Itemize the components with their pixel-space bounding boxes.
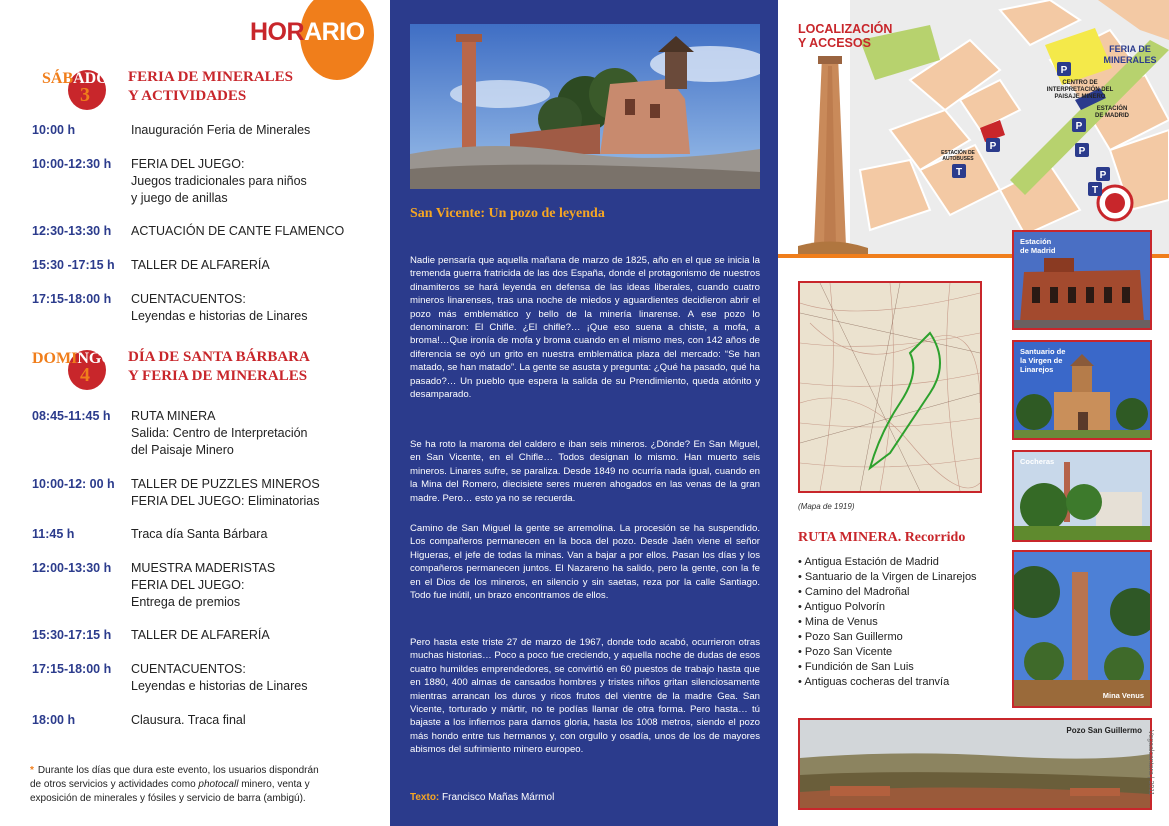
desc-line: ACTUACIÓN DE CANTE FLAMENCO (131, 224, 345, 238)
thumb-caption: de Madrid (1020, 246, 1056, 255)
thumb-caption: Linarejos (1020, 365, 1054, 374)
footnote-emphasis: photocall (198, 779, 239, 790)
day-name-b: NGO (77, 350, 114, 367)
parking-icon: P (1099, 170, 1107, 181)
thumb-caption: Mina Venus (1102, 691, 1144, 700)
desc-line: Leyendas e historias de Linares (131, 679, 308, 693)
photo-santuario (1012, 340, 1152, 440)
desc-line: Traca día Santa Bárbara (131, 527, 268, 541)
title-part-b: ARIO (304, 18, 365, 46)
mine-ruins-illustration (410, 24, 760, 189)
day-title (128, 348, 310, 386)
desc-line: TALLER DE ALFARERÍA (131, 258, 270, 272)
thumb-caption: Cocheras (1020, 457, 1055, 466)
list-item: • Mina de Venus (798, 615, 977, 630)
day-title-line: FERIA DE MINERALES (128, 69, 294, 85)
credit-name: Francisco Mañas Mármol (439, 792, 555, 803)
ruta-title: RUTA MINERA. Recorrido (798, 530, 966, 545)
parking-icon: P (1078, 146, 1086, 157)
footnote-line: exposición de minerales y fósiles y servicio de barra (ambigú). (30, 793, 306, 804)
ruta-list (798, 555, 977, 690)
schedule-time: 17:15-18:00 h (32, 292, 112, 306)
story-paragraph: Camino de San Miguel la gente se arremolina. La procesión se ha suspendido. Los compañeros permanecen en la boca del pozo. Desde Jaén viene el señor Higueras, el jefe de todas la minas. Van a bajar a por ellos. Pasan los días y los compañeros permanecen juntos. El Nazareno ha salido, pero la gente, con la fe en el Dios de los mineros, en silencio y sin saetas, reza por la calle Santiago. Todo fue inútil, un brazo encontramos de ellos. (410, 523, 760, 602)
desc-line: FERIA DEL JUEGO: (131, 157, 245, 171)
taxi-icon: T (955, 167, 963, 178)
story-title: San Vicente: Un pozo de leyenda (410, 206, 605, 221)
day-title (128, 68, 293, 106)
map-label-centro: PAISAJE MINERO (1054, 94, 1106, 100)
thumb-caption: Estación (1020, 237, 1052, 246)
story-paragraph: Pero hasta este triste 27 de marzo de 1967, donde todo acabó, ocurrieron otras muchas historias… Poco a poco fue creciendo, y aquella noche de dudas de esos cuatro humildes emprendedores, se convirtió en 60 puestos de trabajo hasta que en 1880, 400 almas de cansados hombres y tristes niños gritan silenciosamente mientras arrancan los duros y ricos frutos del vientre de la madre Gea. San Vicente, torturado y mártir, no te podías llamar de otra forma. Pero hasta… tú bajaste a los infiernos para darnos gloria, hasta los 1008 metros, siendo el pozo más hondo entre tus hermanos y, con orgullo y osadía, unos de los de mayores abismos del sufrimiento minero europeo. (410, 637, 760, 756)
story-paragraph: Nadie pensaría que aquella mañana de marzo de 1825, año en el que se inicia la tremenda guerra fratricida de las dos España, donde el protagonismo de nuestros dinamiteros se hará leyenda en defensa de las ideas liberales, cuando cuatro mineros linarenses, tras una noche de miedos y aguardientes decidieron abrir el pozo más emblemático y bello de la minería linarense. A ese pozo lo denominaron: El Chifle. ¿El chifle?… ¡Que eso suena a chiste, a mofa, a broma!…Que ironía de mofa y broma cuando en el mismo mes, con 142 años de diferencia se oyó un grito en nuestra emblemática plaza del mercado: “Se han matado, se han matado”. La gente se asusta y pregunta: ¿Qué ha pasado, qué ha pasado?… Un pueblo que espera la salida de su Prendimiento, queda atónito y desamparado. (410, 255, 760, 401)
map-label-estacion: DE MADRID (1095, 113, 1129, 119)
desc-line: Salida: Centro de Interpretación (131, 426, 308, 440)
schedule-time: 15:30 -17:15 h (32, 258, 115, 272)
desc-line: Entrega de premios (131, 595, 241, 609)
photo-pozo-san-guillermo (798, 718, 1152, 810)
day-name-a: SÁB (42, 70, 74, 87)
historic-map-1919 (798, 281, 982, 493)
schedule-time: 12:30-13:30 h (32, 224, 112, 238)
day-name-a: DOMI (32, 350, 78, 367)
location-map (850, 0, 1169, 254)
day-title-line: Y ACTIVIDADES (128, 88, 247, 104)
desc-line: del Paisaje Minero (131, 443, 234, 457)
map-caption: (Mapa de 1919) (798, 502, 855, 511)
schedule-desc (131, 291, 371, 325)
schedule-desc (131, 156, 371, 207)
location-title-line: LOCALIZACIÓN (798, 22, 893, 36)
parking-icon: P (989, 141, 997, 152)
credit-label: Texto: (410, 792, 440, 803)
footnote (30, 764, 360, 806)
schedule-desc (131, 712, 371, 729)
footnote-line: minero, venta y (238, 779, 310, 790)
schedule-panel (0, 0, 390, 826)
schedule-time: 10:00-12:30 h (32, 157, 112, 171)
mine-ruins-photo (410, 24, 760, 189)
schedule-time: 17:15-18:00 h (32, 662, 112, 676)
thumb-caption: Pozo San Guillermo (1066, 726, 1142, 735)
mina-venus-illustration (1014, 552, 1150, 706)
desc-line: Juegos tradicionales para niños (131, 174, 307, 188)
schedule-time: 18:00 h (32, 713, 76, 727)
desc-line: TALLER DE ALFARERÍA (131, 628, 270, 642)
schedule-desc (131, 560, 371, 611)
desc-line: Inauguración Feria de Minerales (131, 123, 311, 137)
location-panel (778, 0, 1169, 826)
list-item: • Santuario de la Virgen de Linarejos (798, 570, 977, 585)
chimney-illustration (798, 56, 868, 256)
desc-line: TALLER DE PUZZLES MINEROS (131, 477, 320, 491)
schedule-time: 10:00-12: 00 h (32, 477, 115, 491)
list-item: • Antiguas cocheras del tranvía (798, 675, 977, 690)
day-number: 3 (80, 84, 90, 106)
map-label-centro: INTERPRETACIÓN DEL (1046, 87, 1114, 93)
title-part-a: HOR (250, 18, 305, 46)
map-label-autobuses: AUTOBUSES (942, 156, 974, 162)
day-header-sunday (30, 348, 380, 392)
photo-estacion-madrid (1012, 230, 1152, 330)
old-map-illustration (800, 283, 980, 491)
schedule-desc (131, 122, 371, 139)
desc-line: FERIA DEL JUEGO: Eliminatorias (131, 494, 320, 508)
story-paragraph: Se ha roto la maroma del caldero e iban seis mineros. ¿Dónde? En San Miguel, en San Vicente, en el Chifle… Todos designan lo mismo. Han muerto seis mineros. Linares sufre, se paraliza. Desde 1849 no ocurría nada igual, cuando en la Mina del Romero, diecisiete seres mueren ahogados en las venas de la gran madre. Pero… esto ya no se recuerda. (410, 439, 760, 504)
day-title-line: Y FERIA DE MINERALES (128, 368, 308, 384)
location-title-line: Y ACCESOS (798, 36, 871, 50)
day-name-b: ADO (73, 70, 109, 87)
schedule-desc (131, 223, 371, 240)
map-label-feria: FERIA DE (1109, 44, 1151, 54)
list-item: • Antiguo Polvorín (798, 600, 977, 615)
schedule-time: 10:00 h (32, 123, 76, 137)
taxi-icon: T (1091, 185, 1099, 196)
desc-line: RUTA MINERA (131, 409, 216, 423)
desc-line: FERIA DEL JUEGO: (131, 578, 245, 592)
list-item: • Fundición de San Luis (798, 660, 977, 675)
footnote-line: de otros servicios y actividades como (30, 779, 199, 790)
thumb-caption: la Virgen de (1020, 356, 1063, 365)
desc-line: CUENTACUENTOS: (131, 662, 246, 676)
desc-line: Leyendas e historias de Linares (131, 309, 308, 323)
location-title (798, 22, 892, 50)
schedule-time: 11:45 h (32, 527, 75, 541)
footnote-asterisk: * (30, 765, 34, 776)
parking-icon: P (1075, 121, 1083, 132)
schedule-desc (131, 627, 371, 644)
photo-cocheras (1012, 450, 1152, 542)
schedule-time: 15:30-17:15 h (32, 628, 112, 642)
parking-icon: P (1060, 65, 1068, 76)
street-map (850, 0, 1169, 254)
list-item: • Antigua Estación de Madrid (798, 555, 977, 570)
map-label-feria: MINERALES (1103, 55, 1157, 65)
schedule-desc (131, 408, 371, 459)
desc-line: Clausura. Traca final (131, 713, 246, 727)
thumb-caption: Santuario de (1020, 347, 1066, 356)
schedule-time: 08:45-11:45 h (32, 409, 111, 423)
chimney-photo (798, 56, 868, 256)
schedule-desc (131, 526, 371, 543)
day-header-saturday (30, 68, 380, 112)
schedule-time: 12:00-13:30 h (32, 561, 112, 575)
list-item: • Pozo San Guillermo (798, 630, 977, 645)
side-credit: Vegaalcantara | 2011 (1147, 730, 1154, 796)
text-credit (410, 792, 554, 803)
day-title-line: DÍA DE SANTA BÁRBARA (128, 349, 310, 365)
list-item: • Pozo San Vicente (798, 645, 977, 660)
schedule-desc (131, 476, 371, 510)
map-label-autobuses: ESTACIÓN DE (941, 150, 975, 156)
desc-line: y juego de anillas (131, 191, 228, 205)
schedule-desc (131, 661, 371, 695)
day-number: 4 (80, 364, 90, 386)
list-item: • Camino del Madroñal (798, 585, 977, 600)
map-label-centro: CENTRO DE (1062, 80, 1098, 86)
desc-line: CUENTACUENTOS: (131, 292, 246, 306)
footnote-line: Durante los días que dura este evento, los usuarios dispondrán (37, 765, 319, 776)
desc-line: MUESTRA MADERISTAS (131, 561, 276, 575)
photo-mina-venus (1012, 550, 1152, 708)
schedule-desc (131, 257, 371, 274)
story-panel (390, 0, 778, 826)
map-label-estacion: ESTACIÓN (1096, 106, 1128, 112)
